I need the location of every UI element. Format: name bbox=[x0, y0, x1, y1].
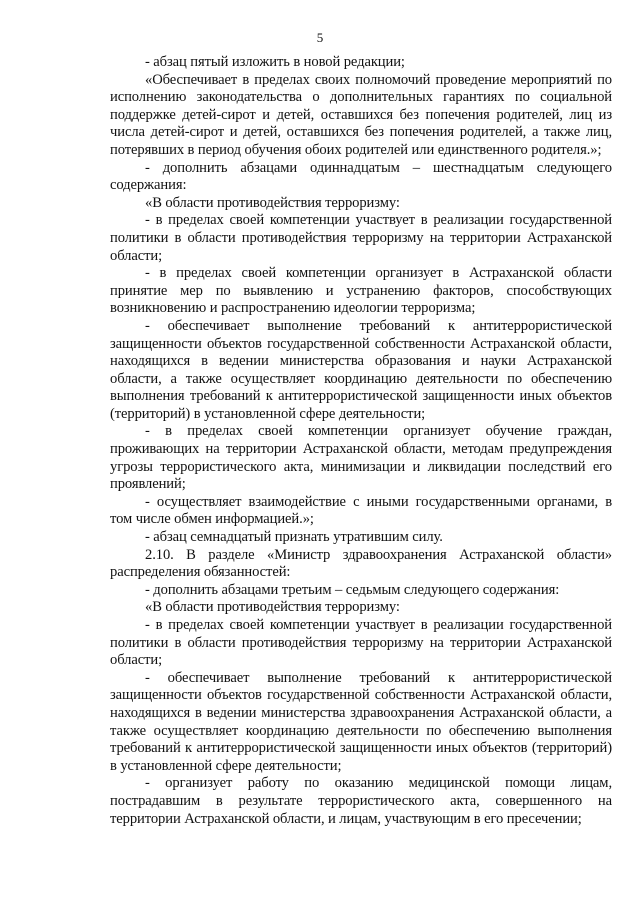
paragraph: - осуществляет взаимодействие с иными государственными органами, в том числе обмен информацией.»; bbox=[110, 493, 612, 528]
paragraph: - дополнить абзацами третьим – седьмым следующего содержания: bbox=[145, 581, 560, 598]
paragraph: - абзац пятый изложить в новой редакции; bbox=[145, 54, 405, 70]
paragraph: - в пределах своей компетенции участвует в реализации государственной политики в области противодействия терроризму на территории Астраханской области; bbox=[110, 212, 612, 264]
paragraph: «Обеспечивает в пределах своих полномочий проведение мероприятий по исполнению законодательства о дополнительных гарантиях по социальной поддержке детей-сирот и детей, оставшихся без попечения родителей, лиц из числа детей-сирот и детей, оставшихся без попечения родителей, а также лиц, потерявших в период обучения обоих родителей или единственного родителя.»; bbox=[110, 71, 612, 158]
paragraph: - абзац семнадцатый признать утратившим силу. bbox=[145, 529, 443, 546]
paragraph: - организует работу по оказанию медицинской помощи лицам, пострадавшим в результате террористического акта, совершенного на территории Астраханской области, и лицам, участвующим в его пресечении; bbox=[110, 775, 612, 827]
paragraph: «В области противодействия терроризму: bbox=[145, 194, 400, 211]
paragraph: - обеспечивает выполнение требований к антитеррористической защищенности объектов государственной собственности Астраханской области, находящихся в ведении министерства образования и науки Астраханской области, а также осуществляет координацию деятельности по обеспечению выполнения требований к антитеррористической защищенности иных объектов (территорий) в установленной сфере деятельности; bbox=[110, 317, 612, 422]
paragraph: - в пределах своей компетенции организует обучение граждан, проживающих на территории Астраханской области, методам предупреждения угрозы террористического акта, минимизации и ликвидации последствий его проявлений; bbox=[110, 423, 612, 493]
paragraph: - обеспечивает выполнение требований к антитеррористической защищенности объектов государственной собственности Астраханской области, находящихся в ведении министерства здравоохранения Астраханской области, а также осуществляет координацию деятельности по обеспечению выполнения требований к антитеррористической защищенности иных объектов (территорий) в установленной сфере деятельности; bbox=[110, 669, 612, 774]
paragraph: - дополнить абзацами одиннадцатым – шестнадцатым следующего содержания: bbox=[110, 159, 612, 194]
page-number: 5 bbox=[316, 30, 324, 45]
paragraph: «В области противодействия терроризму: bbox=[145, 599, 400, 616]
paragraph: - в пределах своей компетенции организует в Астраханской области принятие мер по выявлению и устранению факторов, способствующих возникновению и распространению идеологии терроризма; bbox=[110, 265, 612, 317]
document-body bbox=[110, 54, 612, 828]
paragraph: 2.10. В разделе «Министр здравоохранения Астраханской области» распределения обязанностей: bbox=[110, 546, 612, 581]
paragraph: - в пределах своей компетенции участвует в реализации государственной политики в области противодействия терроризму на территории Астраханской области; bbox=[110, 617, 612, 669]
